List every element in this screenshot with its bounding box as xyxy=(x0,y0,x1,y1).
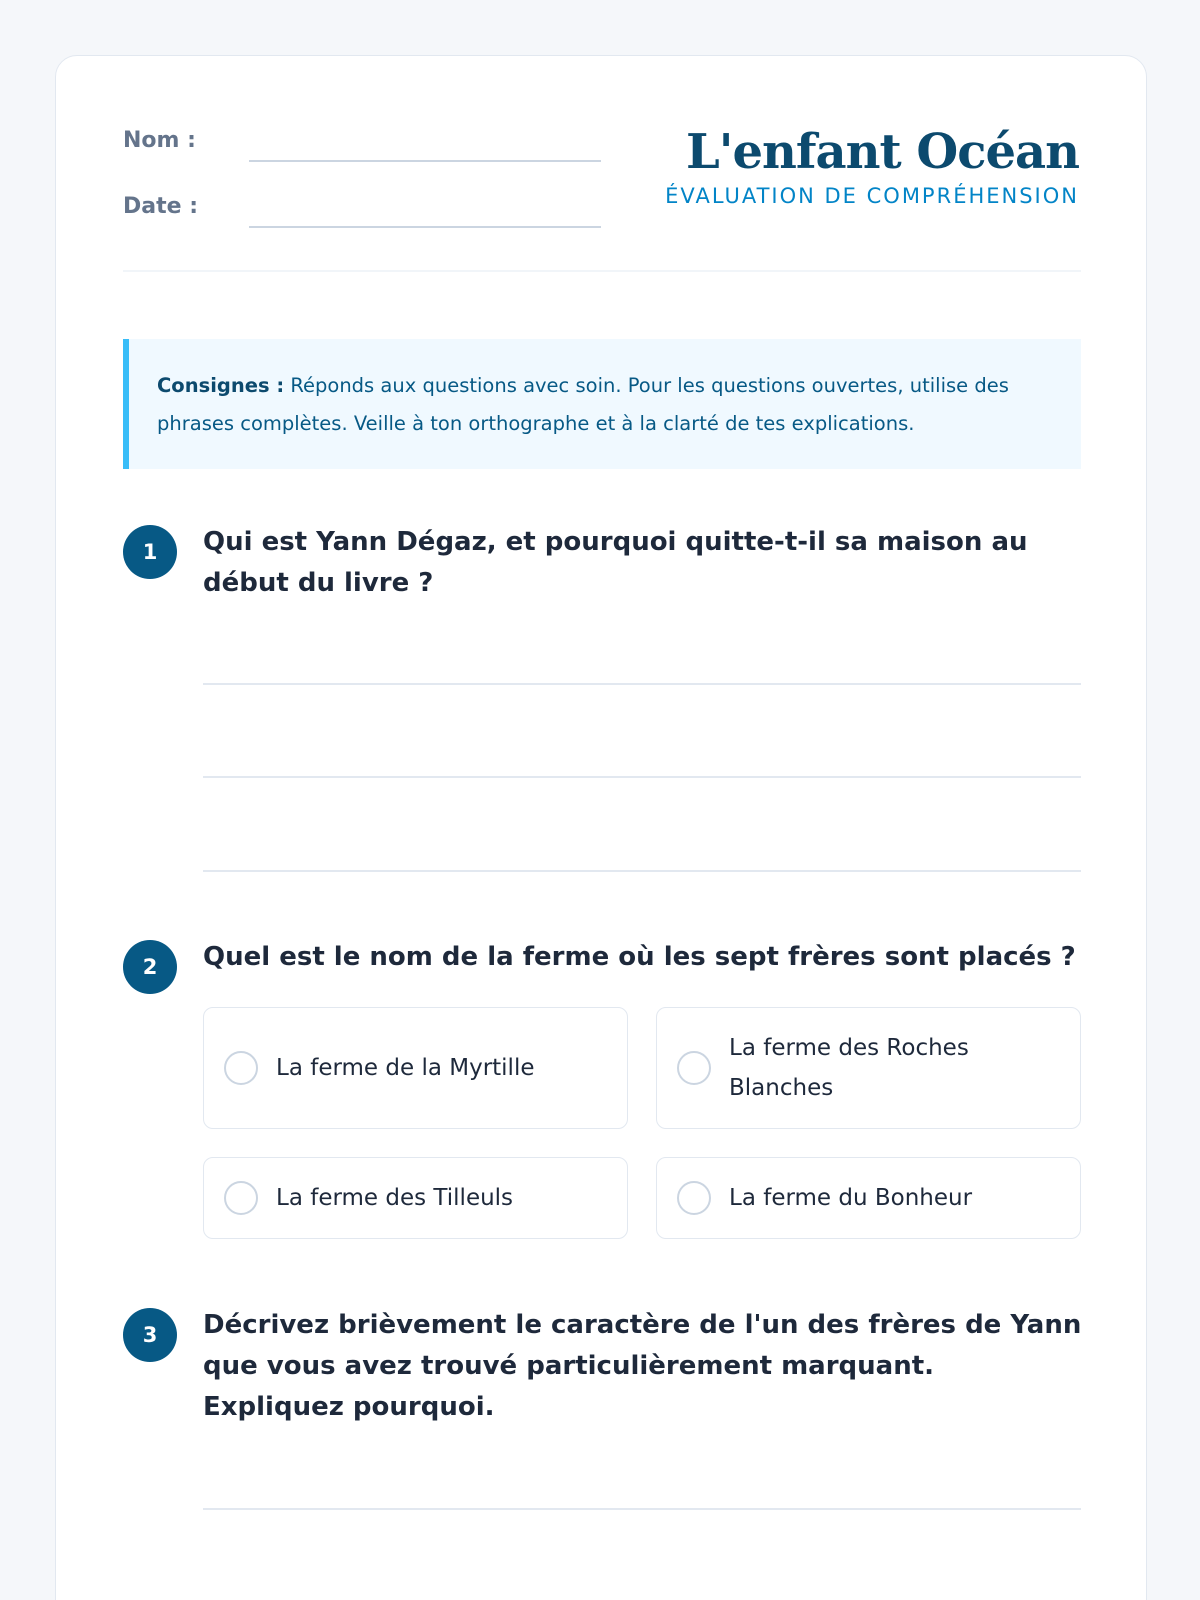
option-label: La ferme des Tilleuls xyxy=(276,1185,514,1211)
worksheet-title: L'enfant Océan xyxy=(686,124,1079,180)
question-1-text: Qui est Yann Dégaz, et pourquoi quitte-t-il sa maison au début du livre ? xyxy=(203,527,1028,598)
instructions-text: Réponds aux questions avec soin. Pour les questions ouvertes, utilise des phrases complètes. Veille à ton orthographe et à la clarté de tes explications. xyxy=(157,374,1009,435)
radio-button-icon[interactable] xyxy=(677,1181,711,1215)
option-label: La ferme du Bonheur xyxy=(729,1185,973,1211)
question-1-number: 1 xyxy=(123,525,177,579)
date-field[interactable] xyxy=(249,226,601,228)
radio-button-icon[interactable] xyxy=(677,1051,711,1085)
question-1-answer-line[interactable] xyxy=(203,776,1081,778)
question-3-text: Décrivez brièvement le caractère de l'un des frères de Yann que vous avez trouvé particulièrement marquant. Expliquez pourquoi. xyxy=(203,1310,1082,1422)
question-1-answer-line[interactable] xyxy=(203,683,1081,685)
option-roches-blanches[interactable] xyxy=(656,1007,1081,1129)
option-bonheur[interactable] xyxy=(656,1157,1081,1239)
worksheet-card xyxy=(55,55,1147,1600)
radio-button-icon[interactable] xyxy=(224,1181,258,1215)
question-3-number: 3 xyxy=(123,1308,177,1362)
question-2-number: 2 xyxy=(123,940,177,994)
radio-button-icon[interactable] xyxy=(224,1051,258,1085)
question-3-answer-line[interactable] xyxy=(203,1508,1081,1510)
option-label: La ferme des Roches Blanches xyxy=(729,1035,969,1101)
instructions-label: Consignes : xyxy=(157,374,285,397)
option-tilleuls[interactable] xyxy=(203,1157,628,1239)
header-divider xyxy=(123,270,1081,272)
option-myrtille[interactable] xyxy=(203,1007,628,1129)
name-field[interactable] xyxy=(249,160,601,162)
instructions-box xyxy=(123,339,1081,469)
question-2-text: Quel est le nom de la ferme où les sept frères sont placés ? xyxy=(203,942,1076,972)
question-1-answer-line[interactable] xyxy=(203,870,1081,872)
date-label: Date : xyxy=(123,194,199,219)
worksheet-subtitle: ÉVALUATION DE COMPRÉHENSION xyxy=(665,184,1079,208)
option-label: La ferme de la Myrtille xyxy=(276,1055,535,1081)
name-label: Nom : xyxy=(123,128,196,153)
